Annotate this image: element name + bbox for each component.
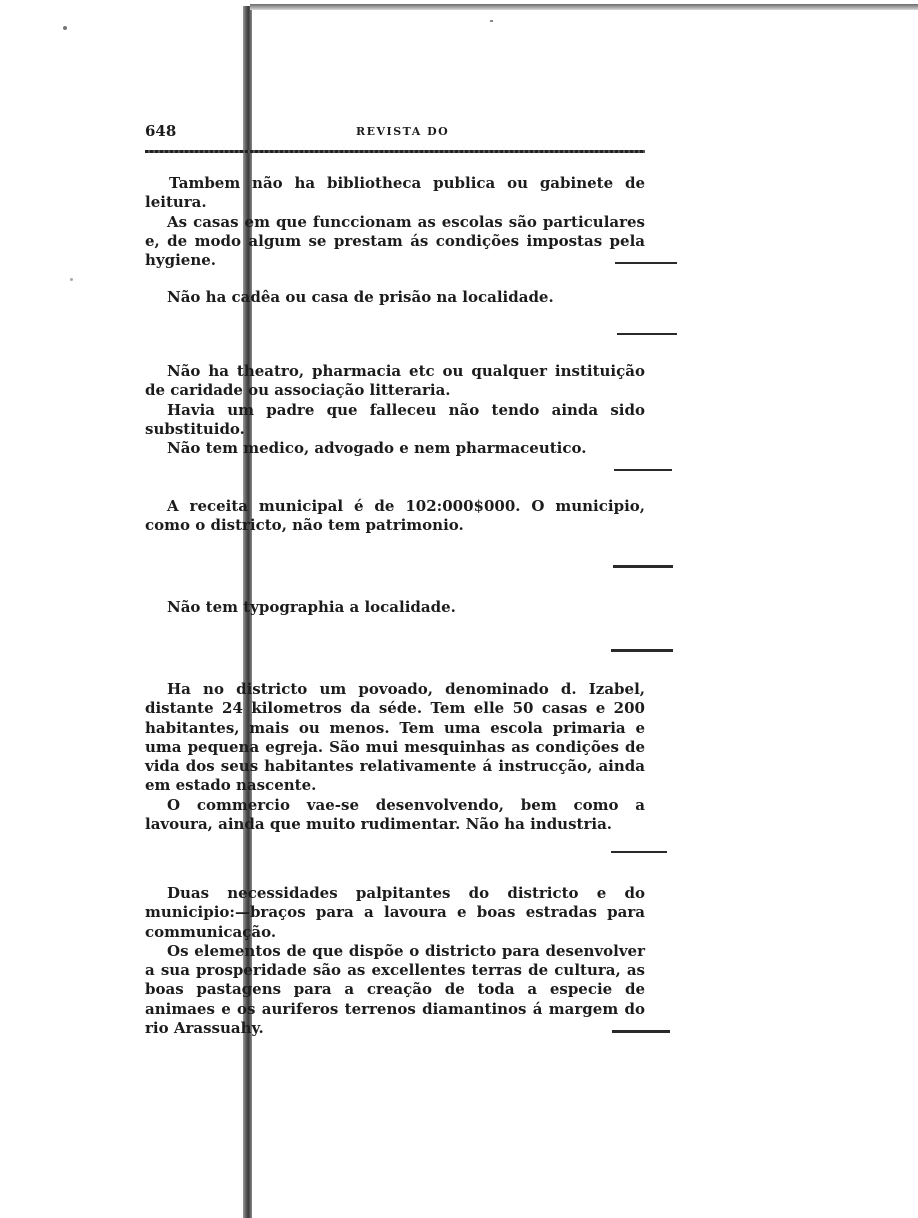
page-header [145, 122, 640, 142]
paragraph: Não tem medico, advogado e nem pharmaceutico. [167, 439, 587, 458]
section-needs [145, 884, 645, 1038]
section-library [145, 174, 645, 270]
section-typography [145, 598, 645, 617]
page-top-edge [250, 4, 918, 10]
running-title: REVISTA DO [356, 125, 450, 138]
section-separator [613, 565, 673, 568]
paragraph: Não ha theatro, pharmacia etc ou qualquer instituição de caridade ou associação litteraria. [145, 362, 645, 400]
section-settlement [145, 680, 645, 834]
paragraph: Tambem não ha bibliotheca publica ou gabinete de leitura. [145, 174, 645, 212]
section-separator [615, 262, 677, 264]
scan-speck [70, 278, 73, 281]
scan-speck [63, 26, 67, 30]
section-prison [145, 288, 645, 307]
section-separator [614, 469, 672, 471]
paragraph: O commercio vae-se desenvolvendo, bem como a lavoura, ainda que muito rudimentar. Não ha industria. [145, 795, 645, 834]
section-separator [612, 1030, 670, 1033]
paragraph: Duas necessidades palpitantes do districto e do municipio:—braços para a lavoura e boas estradas para communicação. [145, 884, 645, 941]
paragraph: Não ha cadêa ou casa de prisão na localidade. [167, 288, 554, 306]
paragraph: Não tem typographia a localidade. [167, 598, 456, 616]
paragraph: As casas em que funccionam as escolas são particulares e, de modo algum se prestam ás condições impostas pela hygiene. [145, 212, 645, 270]
section-revenue [145, 497, 645, 536]
section-institutions [145, 362, 645, 458]
scan-mark [490, 20, 493, 22]
paragraph: A receita municipal é de 102:000$000. O municipio, como o districto, não tem patrimonio. [145, 497, 645, 535]
section-separator [611, 649, 673, 652]
page-number: 648 [145, 122, 177, 140]
paragraph: Ha no districto um povoado, denominado d. Izabel, distante 24 kilometros da séde. Tem elle 50 casas e 200 habitantes, mais ou menos. Tem uma escola primaria e uma pequena egreja. São mui mesquinhas as condições de vida dos seus habitantes relativamente á instrucção, ainda em estado nascente. [145, 680, 645, 795]
section-separator [617, 333, 677, 335]
header-rule [145, 150, 645, 153]
section-separator [611, 851, 667, 853]
paragraph: Os elementos de que dispõe o districto para desenvolver a sua prosperidade são as excellentes terras de cultura, as boas pastagens para a creação de toda a especie de animaes e os auriferos terrenos diamantinos á margem do rio Arassuahy. [145, 941, 645, 1038]
paragraph: Havia um padre que falleceu não tendo ainda sido substituido. [145, 400, 645, 438]
